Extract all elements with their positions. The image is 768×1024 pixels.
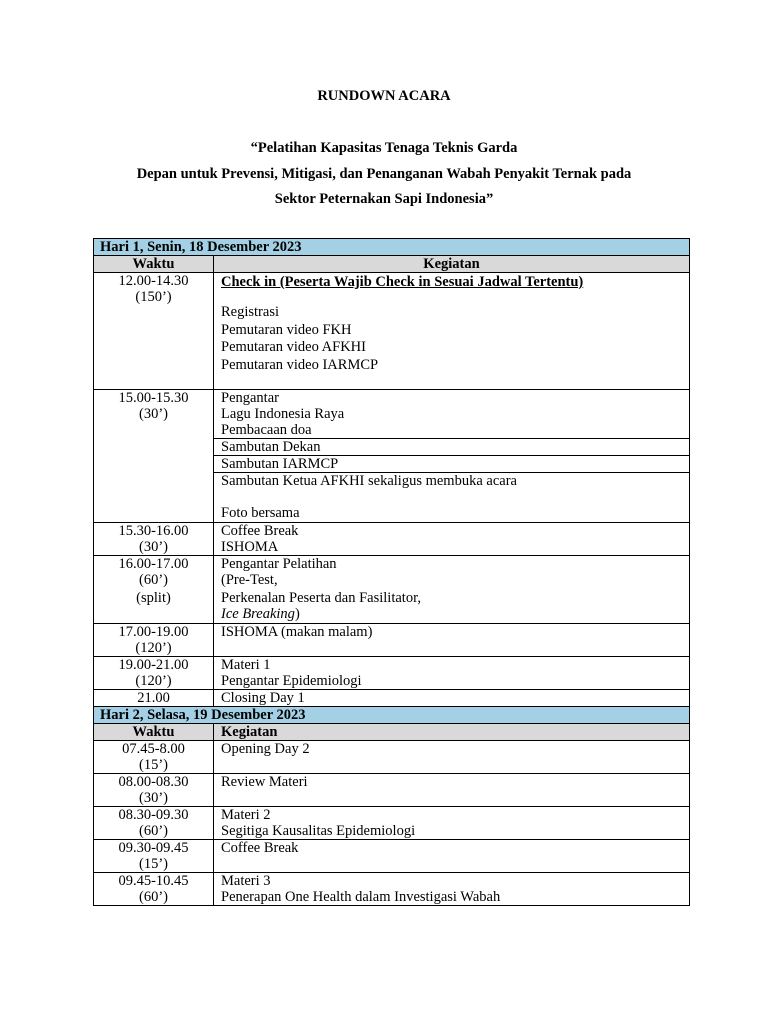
activity-item: Pengantar Epidemiologi xyxy=(221,673,362,689)
duration: (60’) xyxy=(139,823,168,839)
time-range: 07.45-8.00 xyxy=(122,741,185,757)
duration: (15’) xyxy=(139,856,168,872)
duration: (30’) xyxy=(139,790,168,806)
column-header-row xyxy=(94,724,690,741)
time-cell xyxy=(94,690,214,707)
table-row xyxy=(94,690,690,707)
day1-header: Hari 1, Senin, 18 Desember 2023 xyxy=(94,239,690,256)
closing-paren: ) xyxy=(294,606,300,622)
time-range: 21.00 xyxy=(137,690,170,706)
activity-item: Review Materi xyxy=(221,774,308,790)
time-cell xyxy=(94,873,214,906)
activity-item: Pengantar xyxy=(221,390,279,406)
activity-item: Materi 1 xyxy=(221,657,271,673)
activity-cell xyxy=(214,840,690,873)
subtitle-line: “Pelatihan Kapasitas Tenaga Teknis Garda xyxy=(250,140,518,156)
time-range: 16.00-17.00 xyxy=(118,556,189,572)
activity-cell xyxy=(214,473,690,523)
table-row xyxy=(94,807,690,840)
time-range: 08.00-08.30 xyxy=(118,774,189,790)
col-kegiatan: Kegiatan xyxy=(214,256,690,273)
time-cell xyxy=(94,556,214,624)
activity-item: ISHOMA (makan malam) xyxy=(221,624,373,640)
activity-cell xyxy=(214,873,690,906)
document-subtitle xyxy=(0,136,768,213)
col-waktu: Waktu xyxy=(94,256,214,273)
duration-note: (split) xyxy=(136,590,171,606)
activity-cell: Sambutan IARMCP xyxy=(214,456,690,473)
duration: (120’) xyxy=(135,640,172,656)
table-row xyxy=(94,657,690,690)
activity-item: Pembacaan doa xyxy=(221,422,312,438)
table-row xyxy=(94,873,690,906)
time-range: 09.30-09.45 xyxy=(118,840,189,856)
duration: (150’) xyxy=(135,289,172,305)
activity-item: Foto bersama xyxy=(221,505,300,521)
table-row xyxy=(94,774,690,807)
activity-cell xyxy=(214,657,690,690)
activity-cell xyxy=(214,556,690,624)
time-range: 17.00-19.00 xyxy=(118,624,189,640)
col-kegiatan: Kegiatan xyxy=(214,724,690,741)
subtitle-line: Depan untuk Prevensi, Mitigasi, dan Penanganan Wabah Penyakit Ternak pada xyxy=(136,165,632,182)
time-cell xyxy=(94,741,214,774)
time-cell xyxy=(94,624,214,657)
activity-item: Pemutaran video AFKHI xyxy=(221,339,366,355)
table-row xyxy=(94,624,690,657)
duration: (60’) xyxy=(139,572,168,588)
time-cell xyxy=(94,840,214,873)
time-range: 19.00-21.00 xyxy=(118,657,189,673)
duration: (30’) xyxy=(139,539,168,555)
activity-cell xyxy=(214,624,690,657)
col-waktu: Waktu xyxy=(94,724,214,741)
column-header-row xyxy=(94,256,690,273)
table-row xyxy=(94,273,690,390)
rundown-table xyxy=(93,238,690,906)
duration: (120’) xyxy=(135,673,172,689)
day-header-row xyxy=(94,707,690,724)
table-row xyxy=(94,741,690,774)
subtitle-line: Sektor Peternakan Sapi Indonesia” xyxy=(274,191,494,207)
activity-cell xyxy=(214,807,690,840)
activity-cell xyxy=(214,390,690,439)
table-row xyxy=(94,840,690,873)
activity-item: (Pre-Test, xyxy=(221,572,278,588)
activity-item: Segitiga Kausalitas Epidemiologi xyxy=(221,823,416,839)
activity-cell xyxy=(214,523,690,556)
time-range: 15.00-15.30 xyxy=(118,390,189,406)
time-range: 09.45-10.45 xyxy=(118,873,189,889)
activity-item: Opening Day 2 xyxy=(221,741,310,757)
time-cell xyxy=(94,390,214,523)
activity-item: Pemutaran video FKH xyxy=(221,322,352,338)
time-range: 12.00-14.30 xyxy=(118,273,189,289)
activity-cell xyxy=(214,273,690,390)
activity-item: Pemutaran video IARMCP xyxy=(221,357,379,373)
duration: (60’) xyxy=(139,889,168,905)
activity-item: Penerapan One Health dalam Investigasi Wabah xyxy=(221,889,501,905)
activity-item: Materi 2 xyxy=(221,807,271,823)
time-cell xyxy=(94,273,214,390)
time-cell xyxy=(94,657,214,690)
activity-cell xyxy=(214,690,690,707)
activity-title: Check in (Peserta Wajib Check in Sesuai Jadwal Tertentu) xyxy=(221,274,584,290)
time-cell xyxy=(94,523,214,556)
activity-item: Lagu Indonesia Raya xyxy=(221,406,345,422)
activity-item xyxy=(221,606,682,622)
time-cell xyxy=(94,807,214,840)
activity-item: Sambutan Ketua AFKHI sekaligus membuka acara xyxy=(221,473,517,489)
activity-item: Coffee Break xyxy=(221,523,299,539)
activity-item: Pengantar Pelatihan xyxy=(221,556,337,572)
time-range: 08.30-09.30 xyxy=(118,807,189,823)
table-row xyxy=(94,523,690,556)
document-title: RUNDOWN ACARA xyxy=(317,88,451,104)
table-row xyxy=(94,556,690,624)
activity-item: Closing Day 1 xyxy=(221,690,305,706)
activity-item: ISHOMA xyxy=(221,539,279,555)
time-range: 15.30-16.00 xyxy=(118,523,189,539)
duration: (15’) xyxy=(139,757,168,773)
time-cell xyxy=(94,774,214,807)
activity-cell: Sambutan Dekan xyxy=(214,439,690,456)
activity-cell xyxy=(214,774,690,807)
activity-item: Registrasi xyxy=(221,304,279,320)
ice-breaking-text: Ice Breaking xyxy=(221,606,295,622)
activity-item: Perkenalan Peserta dan Fasilitator, xyxy=(221,590,421,606)
day-header-row xyxy=(94,239,690,256)
duration: (30’) xyxy=(139,406,168,422)
table-row xyxy=(94,390,690,439)
day2-header: Hari 2, Selasa, 19 Desember 2023 xyxy=(94,707,690,724)
activity-cell xyxy=(214,741,690,774)
activity-item: Materi 3 xyxy=(221,873,271,889)
activity-item: Coffee Break xyxy=(221,840,299,856)
